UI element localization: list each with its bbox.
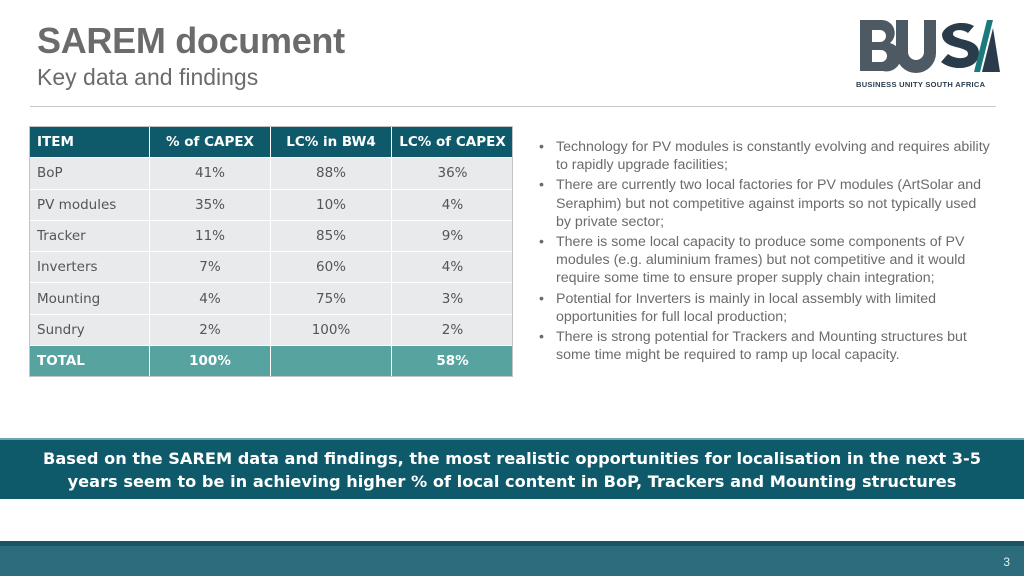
table-row: [30, 189, 514, 220]
page-subtitle: Key data and findings: [37, 64, 259, 90]
table-header-row: [30, 127, 514, 158]
cell-item: BoP: [30, 158, 150, 189]
cell-capex: 41%: [150, 158, 271, 189]
table-row: [30, 220, 514, 251]
list-item: • There are currently two local factories for PV modules (ArtSolar and Seraphim) but not competitive against imports so not typically used by private sector;: [537, 176, 995, 231]
list-item: • Technology for PV modules is constantly evolving and requires ability to rapidly upgrade facilities;: [537, 138, 995, 174]
cell-capex: 2%: [150, 314, 271, 345]
cell-lc-capex: 4%: [392, 252, 514, 283]
table-row: [30, 158, 514, 189]
conclusion-text: Based on the SAREM data and findings, the most realistic opportunities for localisation in the next 3-5 years seem to be in achieving higher % of local content in BoP, Trackers and Mounting structures: [43, 448, 981, 491]
header-cell-capex: % of CAPEX: [150, 127, 271, 158]
cell-lc-bw4: 75%: [271, 283, 392, 314]
cell-item: Inverters: [30, 252, 150, 283]
footer-bar: [0, 541, 1024, 576]
total-cell-item: TOTAL: [30, 346, 150, 377]
cell-lc-bw4: 85%: [271, 220, 392, 251]
busa-logo: [856, 16, 1000, 96]
logo-tagline: BUSINESS UNITY SOUTH AFRICA: [856, 80, 986, 89]
total-cell-lc-bw4: [271, 346, 392, 377]
busa-wordmark-graphic: [856, 16, 1000, 78]
cell-lc-bw4: 60%: [271, 252, 392, 283]
header-cell-item: ITEM: [30, 127, 150, 158]
cell-lc-capex: 36%: [392, 158, 514, 189]
header-divider: [30, 106, 996, 107]
cell-item: Mounting: [30, 283, 150, 314]
table-row: [30, 252, 514, 283]
table-row: [30, 283, 514, 314]
cell-item: Tracker: [30, 220, 150, 251]
conclusion-banner: [0, 438, 1024, 499]
capex-table: [29, 126, 514, 377]
cell-lc-bw4: 88%: [271, 158, 392, 189]
cell-lc-capex: 2%: [392, 314, 514, 345]
page-number: 3: [1003, 555, 1010, 569]
cell-capex: 11%: [150, 220, 271, 251]
page-title: SAREM document: [37, 20, 345, 61]
list-item: • There is strong potential for Trackers and Mounting structures but some time might be required to ramp up local capacity.: [537, 328, 995, 364]
total-cell-capex: 100%: [150, 346, 271, 377]
findings-list: [537, 138, 995, 366]
cell-lc-capex: 9%: [392, 220, 514, 251]
cell-lc-bw4: 100%: [271, 314, 392, 345]
cell-lc-bw4: 10%: [271, 189, 392, 220]
total-cell-lc-capex: 58%: [392, 346, 514, 377]
list-item: • There is some local capacity to produce some components of PV modules (e.g. aluminium frames) but not competitive and it would require some time to ensure proper supply chain integration;: [537, 233, 995, 288]
cell-capex: 4%: [150, 283, 271, 314]
cell-item: Sundry: [30, 314, 150, 345]
table-total-row: [30, 346, 514, 377]
table-row: [30, 314, 514, 345]
cell-capex: 7%: [150, 252, 271, 283]
cell-lc-capex: 3%: [392, 283, 514, 314]
cell-item: PV modules: [30, 189, 150, 220]
header-cell-lc-capex: LC% of CAPEX: [392, 127, 514, 158]
cell-capex: 35%: [150, 189, 271, 220]
list-item: • Potential for Inverters is mainly in local assembly with limited opportunities for full local production;: [537, 290, 995, 326]
header-cell-lc-bw4: LC% in BW4: [271, 127, 392, 158]
cell-lc-capex: 4%: [392, 189, 514, 220]
